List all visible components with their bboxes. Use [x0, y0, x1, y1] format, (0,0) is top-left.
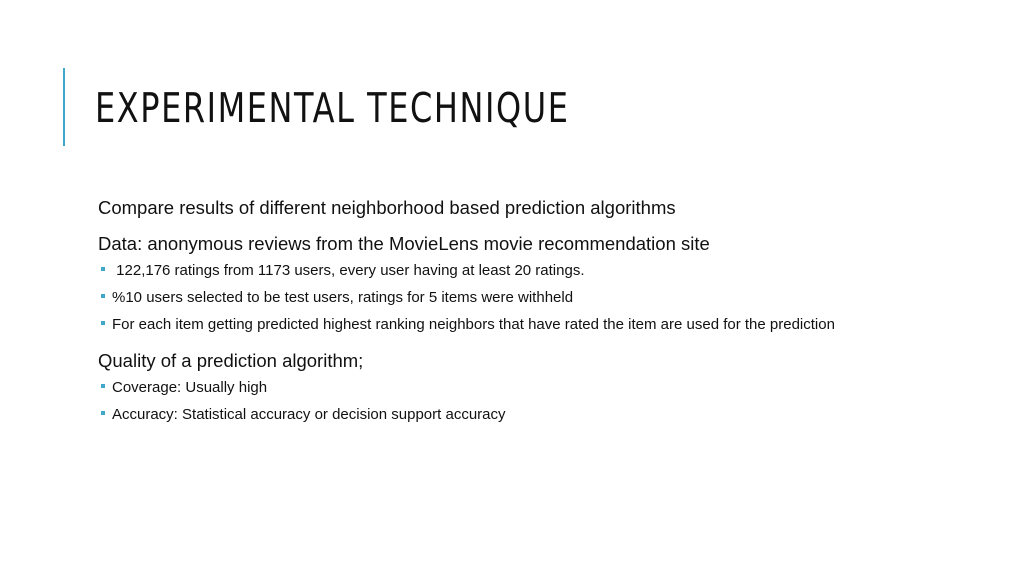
subpoint-text: For each item getting predicted highest ranking neighbors that have rated the item are used for the prediction — [112, 316, 835, 333]
subpoint-text: 122,176 ratings from 1173 users, every user having at least 20 ratings. — [112, 262, 585, 279]
title-accent-bar — [63, 68, 65, 146]
bullet-prediction-quality: Quality of a prediction algorithm; — [98, 350, 364, 371]
slide-title: EXPERIMENTAL TECHNIQUE — [95, 84, 570, 132]
subpoint-neighbors — [98, 314, 918, 335]
slide-content — [98, 196, 918, 439]
square-bullet-icon — [101, 321, 105, 325]
square-bullet-icon — [101, 267, 105, 271]
subpoint-text: %10 users selected to be test users, ratings for 5 items were withheld — [112, 289, 574, 306]
subpoint-text: Accuracy: Statistical accuracy or decision support accuracy — [112, 406, 506, 423]
data-source-subpoints — [98, 260, 918, 335]
bullet-compare-results: Compare results of different neighborhood based prediction algorithms — [98, 197, 676, 218]
square-bullet-icon — [101, 294, 105, 298]
subpoint-test-users — [98, 287, 918, 308]
square-bullet-icon — [101, 384, 105, 388]
quality-subpoints — [98, 377, 918, 425]
subpoint-coverage — [98, 377, 918, 398]
square-bullet-icon — [101, 411, 105, 415]
subpoint-ratings-count — [98, 260, 918, 281]
bullet-data-source: Data: anonymous reviews from the MovieLens movie recommendation site — [98, 233, 710, 254]
subpoint-accuracy — [98, 404, 918, 425]
subpoint-text: Coverage: Usually high — [112, 379, 268, 396]
